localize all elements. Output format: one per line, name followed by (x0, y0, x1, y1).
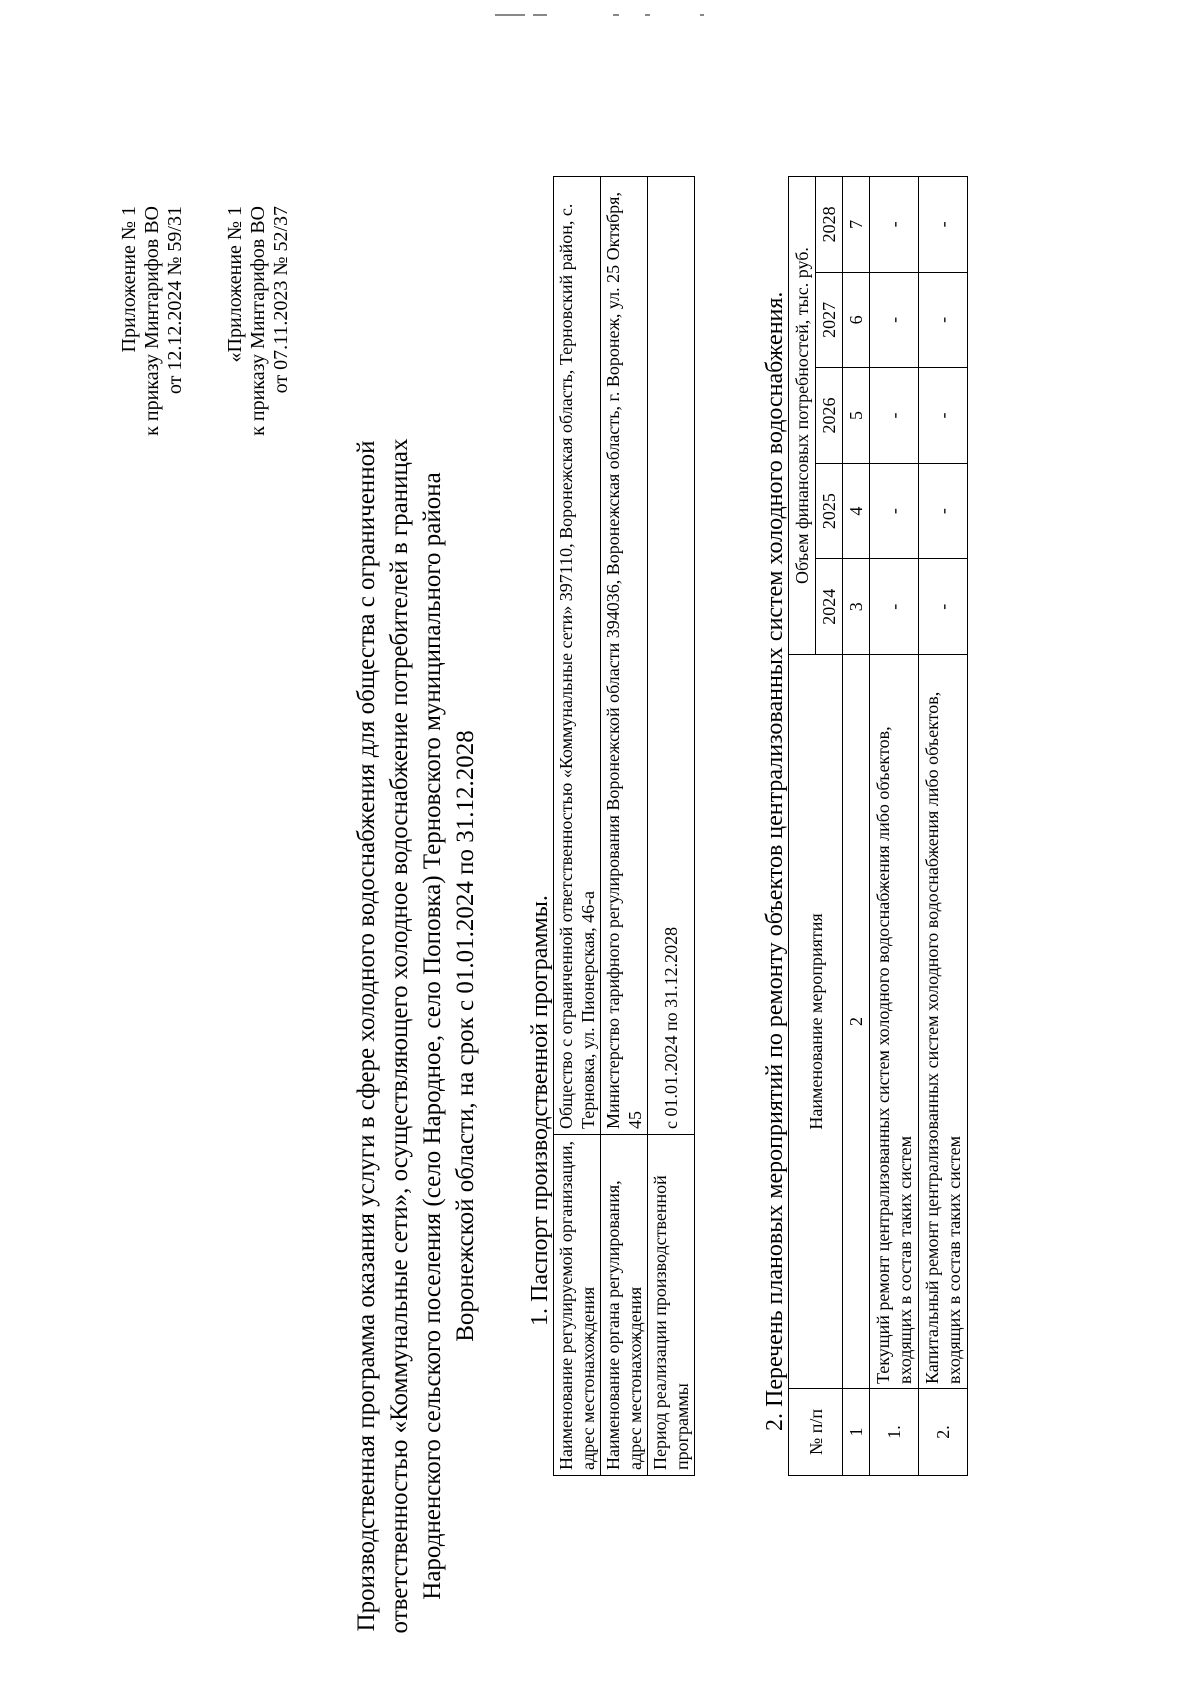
value-cell: - (919, 272, 968, 368)
col-number-header: № п/п (789, 1389, 843, 1476)
year-header: 2024 (816, 559, 843, 655)
passport-value: с 01.01.2024 по 31.12.2028 (648, 177, 695, 1135)
passport-label: Период реализации производственной программы (648, 1135, 695, 1476)
table-header-row (789, 177, 816, 1476)
index-cell: 3 (843, 559, 870, 655)
table-row (870, 177, 919, 1476)
year-header: 2027 (816, 272, 843, 368)
passport-label: Наименование регулируемой организации, адрес местонахождения (554, 1135, 601, 1476)
document-title: Производственная программа оказания услуги в сфере холодного водоснабжения для общества с ограниченной ответственностью «Коммунальные сети», осуществляющего холодное водоснабжение потребителей в границах Народненского сельского поселения (село Народное, село Поповка) Терновского муниципального района Воронежской области, на срок с 01.01.2024 по 31.12.2028 (353, 438, 479, 1634)
index-cell: 5 (843, 368, 870, 464)
appendix-line: от 07.11.2023 № 52/37 (270, 206, 292, 394)
index-cell: 2 (843, 655, 870, 1389)
row-number: 1. (870, 1389, 919, 1476)
index-cell: 6 (843, 272, 870, 368)
table-row (554, 177, 601, 1476)
table-row (919, 177, 968, 1476)
appendix-line: от 12.12.2024 № 59/31 (164, 206, 186, 395)
value-cell: - (919, 559, 968, 655)
index-cell: 4 (843, 463, 870, 559)
event-name: Капитальный ремонт централизованных систем холодного водоснабжения либо объектов, входящих в состав таких систем (919, 655, 968, 1389)
value-cell: - (870, 177, 919, 273)
value-cell: - (870, 463, 919, 559)
value-cell: - (919, 463, 968, 559)
appendix-line: к приказу Минтарифов ВО (247, 206, 269, 436)
table-row (601, 177, 648, 1476)
scan-specks (495, 14, 715, 20)
year-header: 2025 (816, 463, 843, 559)
section-2-heading: 2. Перечень плановых мероприятий по ремонту объектов централизованных систем холодного водоснабжения. (762, 291, 788, 1431)
passport-value: Министерство тарифного регулирования Воронежской области 394036, Воронежская область, г. Воронеж, ул. 25 Октября, 45 (601, 177, 648, 1135)
rotated-document-content (0, 166, 1200, 1706)
value-cell: - (919, 177, 968, 273)
table-index-row (843, 177, 870, 1476)
value-cell: - (919, 368, 968, 464)
repair-events-table (788, 176, 968, 1476)
appendix-reference-current (118, 206, 187, 436)
appendix-line: «Приложение № 1 (224, 206, 246, 363)
program-passport-table (553, 176, 695, 1476)
value-cell: - (870, 559, 919, 655)
appendix-line: Приложение № 1 (118, 206, 140, 353)
section-1-heading: 1. Паспорт производственной программы. (527, 895, 553, 1326)
passport-label: Наименование органа регулирования, адрес местонахождения (601, 1135, 648, 1476)
appendix-line: к приказу Минтарифов ВО (141, 206, 163, 436)
row-number: 2. (919, 1389, 968, 1476)
value-cell: - (870, 368, 919, 464)
value-cell: - (870, 272, 919, 368)
index-cell: 7 (843, 177, 870, 273)
year-header: 2028 (816, 177, 843, 273)
table-row (648, 177, 695, 1476)
event-name: Текущий ремонт централизованных систем холодного водоснабжения либо объектов, входящих в состав таких систем (870, 655, 919, 1389)
col-name-header: Наименование мероприятия (789, 655, 843, 1389)
passport-value: Общество с ограниченной ответственностью «Коммунальные сети» 397110, Воронежская область, Терновский район, с. Терновка, ул. Пионерская, 46-а (554, 177, 601, 1135)
col-volume-header: Объем финансовых потребностей, тыс. руб. (789, 177, 816, 655)
year-header: 2026 (816, 368, 843, 464)
appendix-reference-previous (224, 206, 293, 436)
index-cell: 1 (843, 1389, 870, 1476)
